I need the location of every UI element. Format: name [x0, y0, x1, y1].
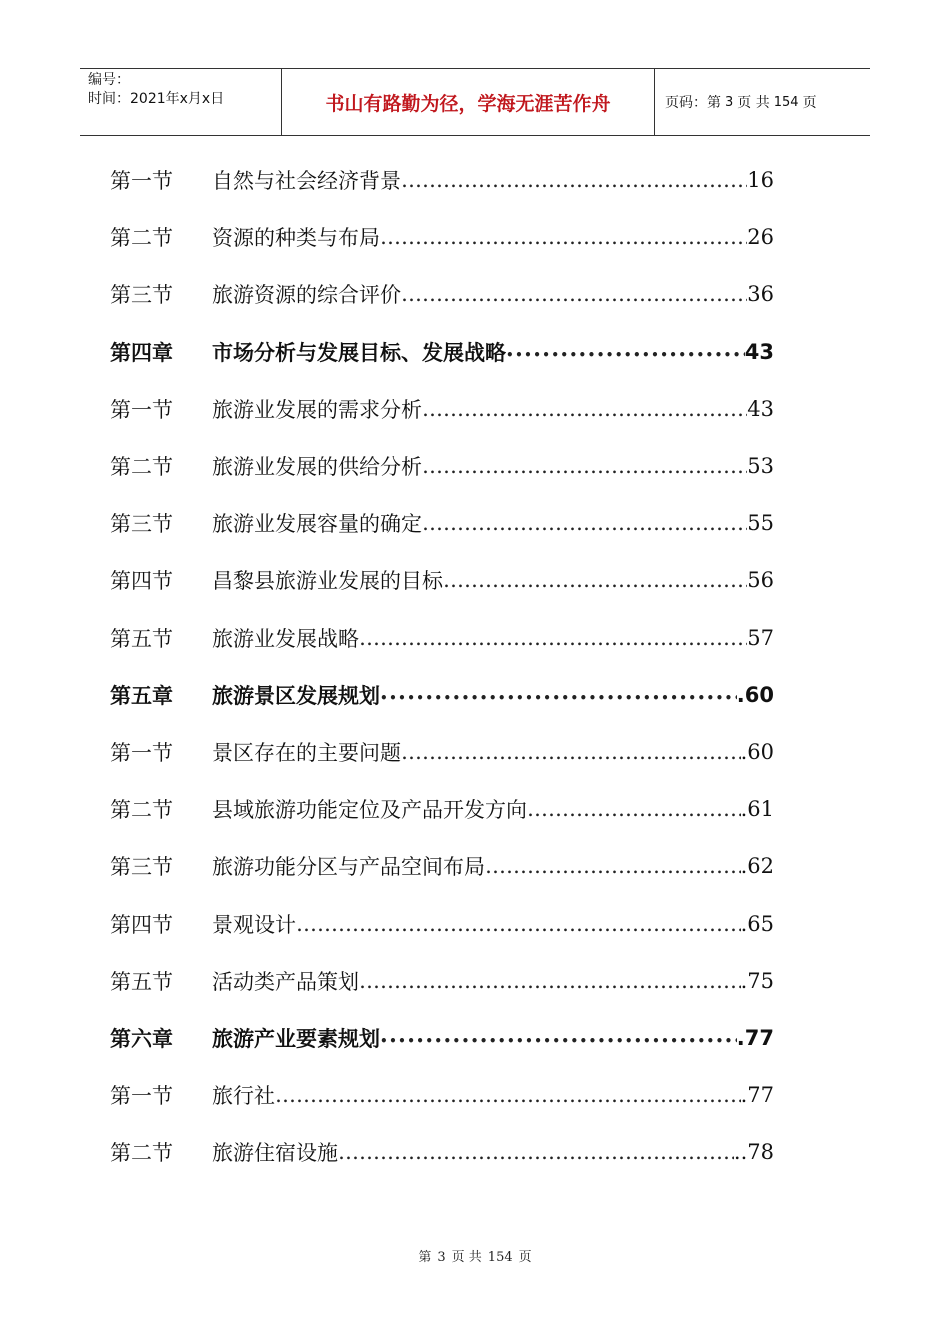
toc-section-row[interactable] — [110, 732, 774, 772]
toc-dot-leader — [380, 225, 747, 249]
footer-current: 3 — [437, 1250, 446, 1265]
toc-entry-page: .62 — [740, 854, 774, 879]
toc-dot-leader — [380, 1026, 737, 1050]
header-page-indicator — [655, 69, 870, 135]
toc-dot-leader — [485, 854, 741, 878]
toc-entry-title: 活动类产品策划 — [212, 969, 359, 994]
toc-dot-leader — [275, 1083, 741, 1107]
toc-section-row[interactable] — [110, 446, 774, 486]
toc-entry-page: .77 — [736, 1026, 774, 1050]
toc-entry-page: 53 — [747, 454, 774, 478]
toc-entry-label: 第五节 — [110, 626, 173, 651]
toc-dot-leader — [380, 683, 737, 707]
toc-section-row[interactable] — [110, 274, 774, 314]
toc-dot-leader — [527, 797, 741, 821]
footer-mid: 页 共 — [451, 1250, 482, 1265]
toc-entry-title: 旅游住宿设施 — [212, 1141, 338, 1166]
toc-entry-title: 景观设计 — [212, 912, 296, 937]
toc-entry-title: 昌黎县旅游业发展的目标 — [212, 569, 443, 594]
toc-entry-title: 旅游业发展的需求分析 — [212, 397, 422, 422]
toc-section-row[interactable] — [110, 160, 774, 200]
toc-entry-title: 旅行社 — [212, 1084, 275, 1109]
toc-entry-label: 第二节 — [110, 1141, 173, 1166]
page-footer — [0, 1246, 950, 1265]
toc-entry-label: 第一节 — [110, 169, 173, 193]
toc-entry-page: 36 — [747, 282, 774, 307]
toc-entry-label: 第二节 — [110, 226, 173, 251]
toc-entry-page: ..78 — [733, 1140, 774, 1165]
toc-entry-label: 第五章 — [110, 683, 173, 708]
toc-entry-label: 第六章 — [110, 1027, 173, 1051]
toc-entry-title: 市场分析与发展目标、发展战略 — [212, 340, 506, 365]
toc-entry-label: 第一节 — [110, 1084, 173, 1109]
toc-dot-leader — [506, 340, 745, 364]
toc-entry-title: 县域旅游功能定位及产品开发方向 — [212, 798, 527, 823]
toc-entry-title: 自然与社会经济背景 — [212, 169, 401, 193]
toc-entry-title: 旅游景区发展规划 — [212, 683, 380, 708]
footer-suffix: 页 — [518, 1250, 532, 1265]
toc-entry-page: 56 — [747, 568, 774, 593]
toc-entry-label: 第二节 — [110, 798, 173, 823]
time-label: 时间：2021年x月x日 — [88, 91, 225, 107]
header-page-prefix: 页码：第 — [665, 95, 721, 111]
toc-entry-label: 第二节 — [110, 455, 173, 479]
header-page-current: 3 — [725, 94, 734, 110]
toc-entry-page: 43 — [744, 339, 774, 364]
toc-section-row[interactable] — [110, 503, 774, 543]
page-header — [80, 68, 870, 136]
toc-entry-title: 旅游业发展的供给分析 — [212, 455, 422, 479]
toc-entry-page: 55 — [747, 511, 774, 536]
toc-section-row[interactable] — [110, 961, 774, 1001]
toc-dot-leader — [338, 1140, 734, 1164]
toc-chapter-row[interactable] — [110, 332, 774, 372]
header-meta — [80, 69, 282, 135]
toc-dot-leader — [422, 397, 747, 421]
header-page-suffix: 页 — [802, 95, 817, 111]
toc-entry-label: 第三节 — [110, 283, 173, 308]
toc-section-row[interactable] — [110, 904, 774, 944]
toc-section-row[interactable] — [110, 389, 774, 429]
toc-entry-page: 57 — [747, 625, 774, 650]
toc-entry-title: 资源的种类与布局 — [212, 226, 380, 251]
toc-entry-page: .65 — [740, 911, 774, 936]
toc-section-row[interactable] — [110, 560, 774, 600]
toc-entry-label: 第四章 — [110, 340, 173, 365]
toc-section-row[interactable] — [110, 789, 774, 829]
toc-dot-leader — [443, 568, 747, 592]
toc-entry-label: 第四节 — [110, 912, 173, 937]
toc-dot-leader — [422, 454, 747, 478]
toc-dot-leader — [296, 912, 741, 936]
toc-chapter-row[interactable] — [110, 675, 774, 715]
toc-entry-label: 第三节 — [110, 512, 173, 537]
toc-dot-leader — [401, 168, 747, 192]
toc-dot-leader — [401, 740, 741, 764]
toc-entry-page: 16 — [747, 168, 774, 192]
footer-total: 154 — [487, 1250, 513, 1265]
toc-entry-title: 景区存在的主要问题 — [212, 741, 401, 765]
toc-dot-leader — [401, 282, 747, 306]
toc-entry-page: .75 — [740, 968, 774, 993]
toc-chapter-row[interactable] — [110, 1018, 774, 1058]
toc-section-row[interactable] — [110, 618, 774, 658]
header-page-total: 154 — [773, 94, 799, 110]
toc-dot-leader — [422, 511, 747, 535]
toc-section-row[interactable] — [110, 1075, 774, 1115]
footer-prefix: 第 — [418, 1250, 432, 1265]
toc-entry-title: 旅游资源的综合评价 — [212, 283, 401, 308]
toc-entry-label: 第三节 — [110, 855, 173, 880]
toc-section-row[interactable] — [110, 1132, 774, 1172]
toc-entry-page: .60 — [740, 740, 774, 764]
toc-section-row[interactable] — [110, 846, 774, 886]
toc-entry-title: 旅游功能分区与产品空间布局 — [212, 855, 485, 880]
toc-entry-page: .77 — [740, 1083, 774, 1108]
toc-entry-page: .61 — [740, 797, 774, 822]
toc-section-row[interactable] — [110, 217, 774, 257]
toc-entry-page: 26 — [747, 225, 774, 250]
toc-entry-label: 第一节 — [110, 741, 173, 765]
toc-entry-page: .60 — [736, 682, 774, 707]
toc-dot-leader — [359, 969, 741, 993]
toc-entry-label: 第五节 — [110, 969, 173, 994]
toc-entry-title: 旅游业发展战略 — [212, 626, 359, 651]
toc-entry-title: 旅游业发展容量的确定 — [212, 512, 422, 537]
toc-entry-title: 旅游产业要素规划 — [212, 1027, 380, 1051]
toc-dot-leader — [359, 626, 747, 650]
number-label: 编号： — [88, 72, 130, 88]
header-motto: 书山有路勤为径，学海无涯苦作舟 — [282, 69, 655, 135]
toc-entry-page: 43 — [747, 396, 774, 421]
toc-entry-label: 第四节 — [110, 569, 173, 594]
toc-entry-label: 第一节 — [110, 397, 173, 422]
header-page-mid: 页 共 — [737, 95, 770, 111]
